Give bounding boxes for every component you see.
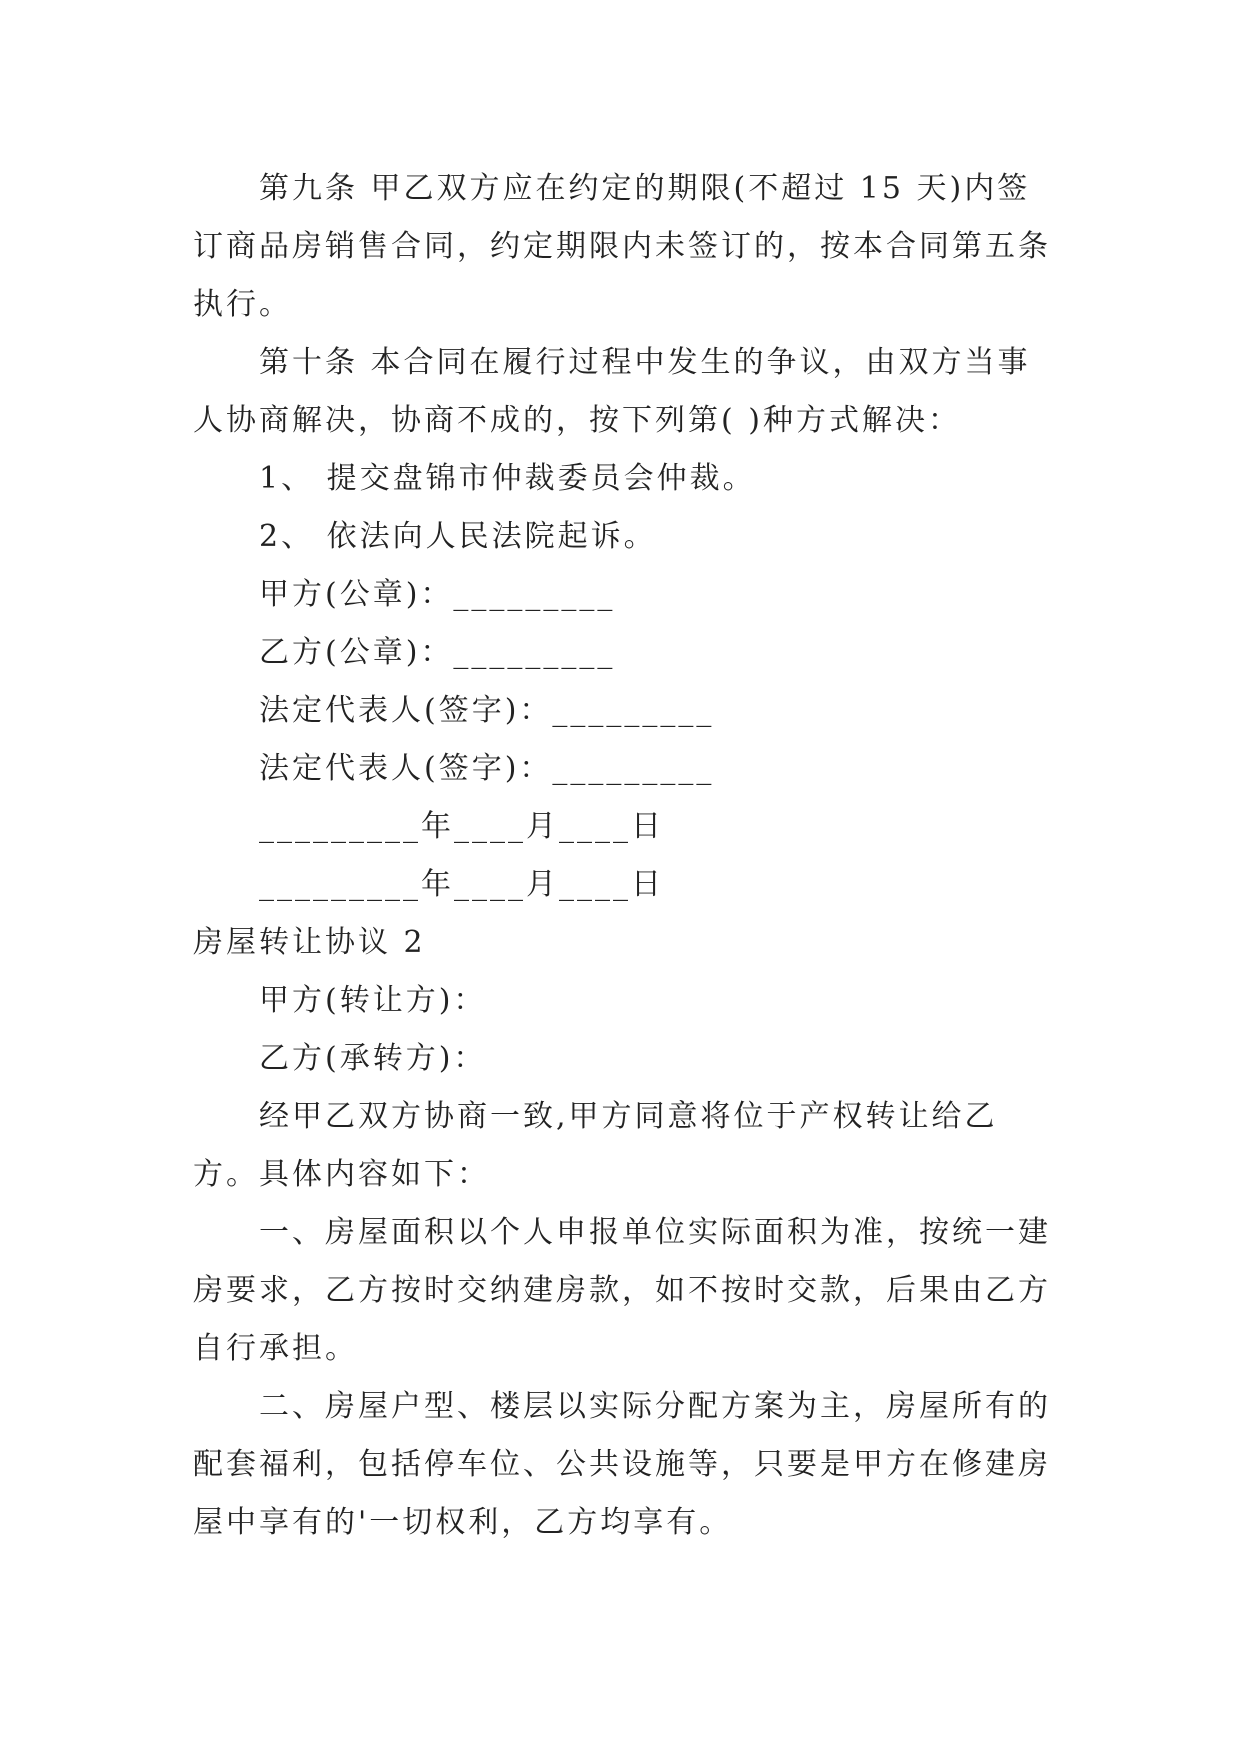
party-a-seal: 甲方(公章)：_________ (259, 577, 616, 612)
agreement-2-title: 房屋转让协议 2 (193, 925, 426, 960)
clause-2: 二、房屋户型、楼层以实际分配方案为主，房屋所有的配套福利，包括停车位、公共设施等，只要是甲方在修建房屋中享有的'一切权利，乙方均享有。 (193, 1389, 1051, 1540)
option-1: 1、 提交盘锦市仲裁委员会仲裁。 (259, 461, 756, 496)
legal-rep-sign-1: 法定代表人(签字)：_________ (259, 693, 715, 728)
document-page (193, 160, 1053, 1552)
party-b-transferee: 乙方(承转方)： (259, 1041, 487, 1076)
article-10: 第十条 本合同在履行过程中发生的争议，由双方当事人协商解决，协商不成的，按下列第( )种方式解决： (193, 345, 1031, 438)
legal-rep-sign-2: 法定代表人(签字)：_________ (259, 751, 715, 786)
date-line-1: _________年____月____日 (259, 809, 664, 844)
option-2: 2、 依法向人民法院起诉。 (259, 519, 657, 554)
party-a-transferor: 甲方(转让方)： (259, 983, 487, 1018)
date-line-2: _________年____月____日 (259, 867, 664, 902)
party-b-seal: 乙方(公章)：_________ (259, 635, 616, 670)
article-9: 第九条 甲乙双方应在约定的期限(不超过 15 天)内签订商品房销售合同，约定期限内未签订的，按本合同第五条执行。 (193, 171, 1051, 322)
clause-1: 一、房屋面积以个人申报单位实际面积为准，按统一建房要求，乙方按时交纳建房款，如不按时交款，后果由乙方自行承担。 (193, 1215, 1051, 1366)
intro-paragraph: 经甲乙双方协商一致,甲方同意将位于产权转让给乙方。具体内容如下： (193, 1099, 998, 1192)
